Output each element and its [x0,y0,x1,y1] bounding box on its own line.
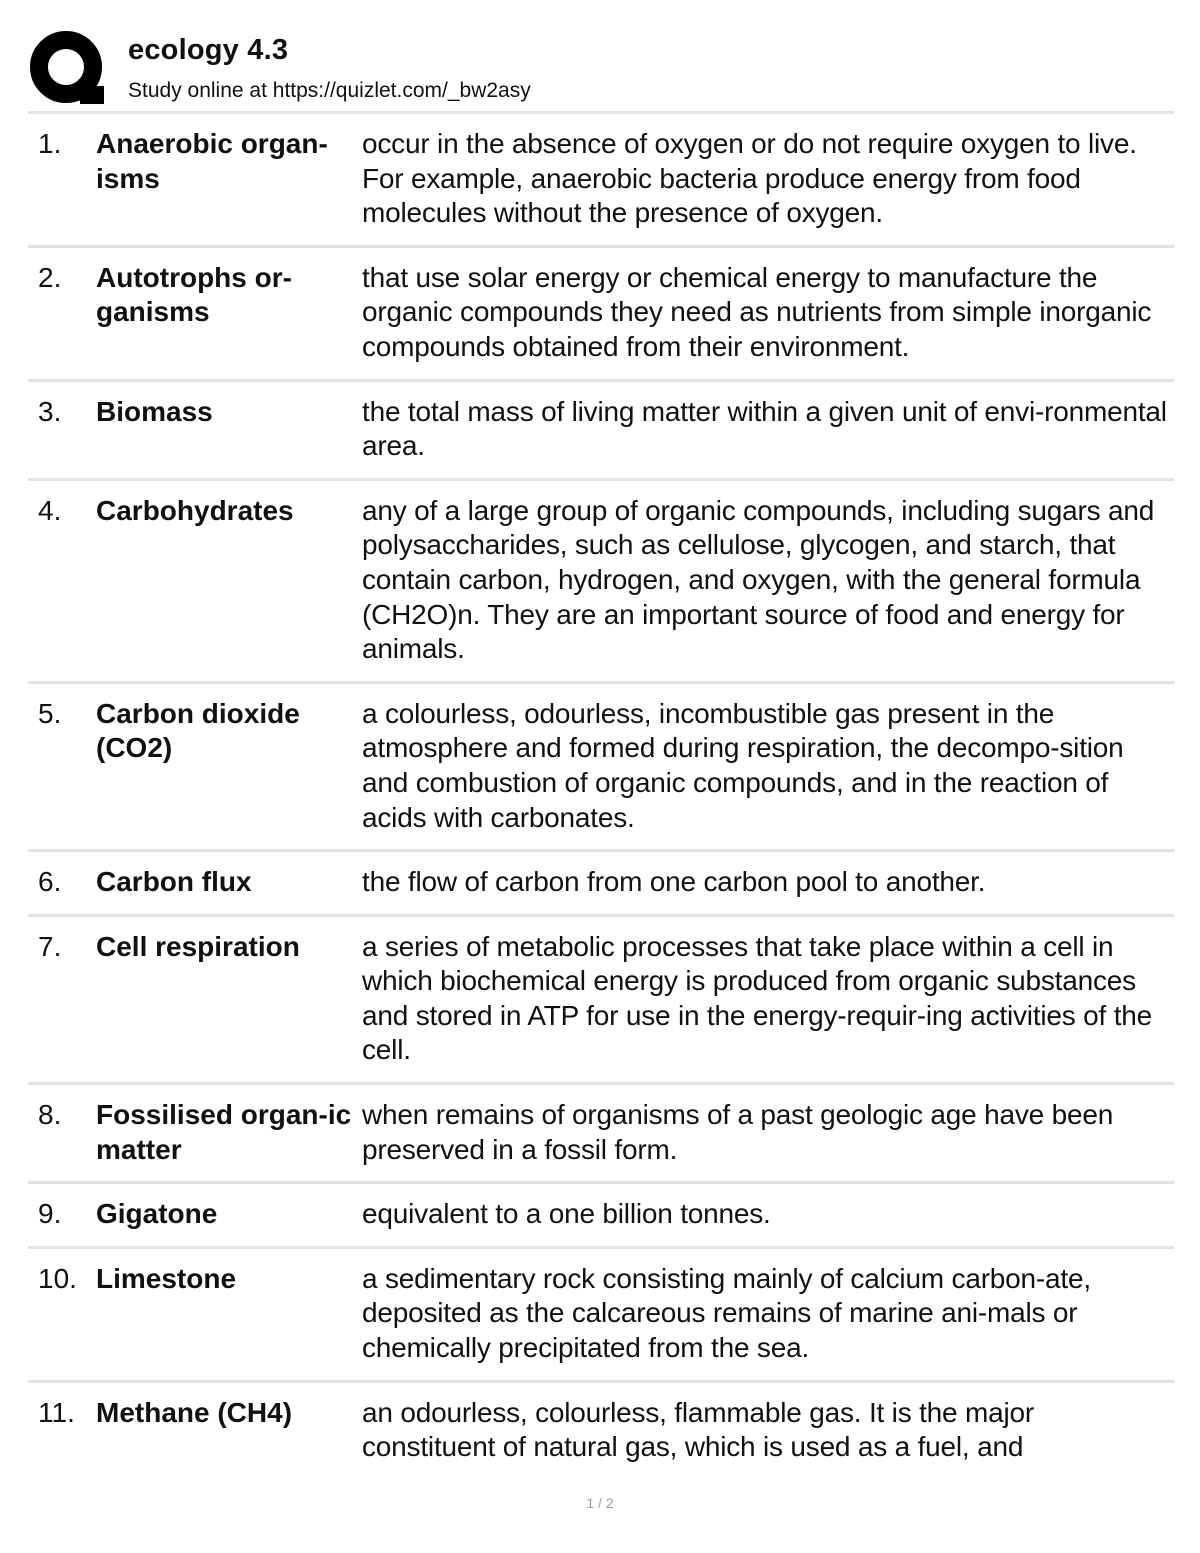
quizlet-logo-icon [30,30,106,106]
study-online-link[interactable]: Study online at https://quizlet.com/_bw2asy [128,79,531,102]
card-definition: equivalent to a one billion tonnes. [362,1198,771,1230]
card-term: Limestone [96,1262,237,1294]
card-number: 8. [38,1099,62,1131]
flashcard-row [28,852,1174,917]
card-number: 1. [38,128,62,159]
card-term: Autotrophs or-ganisms [96,261,292,328]
card-term: Fossilised organ-ic matter [96,1099,352,1165]
flashcard-row [28,917,1174,1085]
card-definition: a colourless, odourless, incombustible gas present in the atmosphere and formed during respiration, the decompo-sition and combustion of organic compounds, and in the reaction of acids with carbonates. [362,697,1124,833]
card-term: Anaerobic organ-isms [96,128,328,194]
flashcard-row [28,481,1174,684]
flashcard-row [28,248,1174,382]
card-term: Carbohydrates [96,494,294,526]
card-number: 10. [38,1262,77,1294]
flashcard-row [28,1184,1174,1249]
card-definition: a series of metabolic processes that take place within a cell in which biochemical energy is produced from organic substances and stored in ATP for use in the energy-requir-ing activities of the cell. [362,930,1153,1066]
card-term: Carbon dioxide (CO2) [96,697,300,764]
flashcard-row [28,1249,1174,1383]
card-definition: a sedimentary rock consisting mainly of calcium carbon-ate, deposited as the calcareous remains of marine ani-mals or chemically precipitated from the sea. [362,1262,1091,1364]
card-number: 6. [38,866,62,898]
card-number: 7. [38,930,62,962]
card-definition: an odourless, colourless, flammable gas. It is the major constituent of natural gas, which is used as a fuel, and [362,1396,1034,1463]
card-number: 11. [38,1396,75,1428]
flashcard-row [28,114,1174,248]
card-term: Carbon flux [96,866,252,898]
card-definition: the total mass of living matter within a given unit of envi-ronmental area. [362,395,1167,462]
card-definition: the flow of carbon from one carbon pool to another. [362,866,986,898]
flashcard-row [28,1383,1174,1479]
card-number: 2. [38,261,62,293]
card-number: 4. [38,494,62,526]
page-header [28,28,1174,108]
flashcard-row [28,684,1174,852]
card-definition: occur in the absence of oxygen or do not require oxygen to live. For example, anaerobic bacteria produce energy from food molecules without the presence of oxygen. [362,128,1137,229]
card-definition: that use solar energy or chemical energy to manufacture the organic compounds they need as nutrients from simple inorganic compounds obtained from their environment. [362,261,1152,362]
card-definition: any of a large group of organic compounds, including sugars and polysaccharides, such as cellulose, glycogen, and starch, that contain carbon, hydrogen, and oxygen, with the general formula (CH2O)n. They are an important source of food and energy for animals. [362,494,1155,665]
card-number: 5. [38,697,62,729]
flashcard-row [28,1085,1174,1184]
card-number: 3. [38,395,62,427]
card-term: Cell respiration [96,930,300,962]
flashcard-row [28,382,1174,481]
card-number: 9. [38,1198,62,1230]
card-term: Gigatone [96,1198,218,1230]
card-definition: when remains of organisms of a past geologic age have been preserved in a fossil form. [362,1099,1114,1165]
flashcard-list [28,114,1174,1479]
card-term: Methane (CH4) [96,1396,293,1428]
page-number: 1 / 2 [586,1495,614,1511]
set-title: ecology 4.3 [128,34,289,66]
card-term: Biomass [96,395,213,427]
